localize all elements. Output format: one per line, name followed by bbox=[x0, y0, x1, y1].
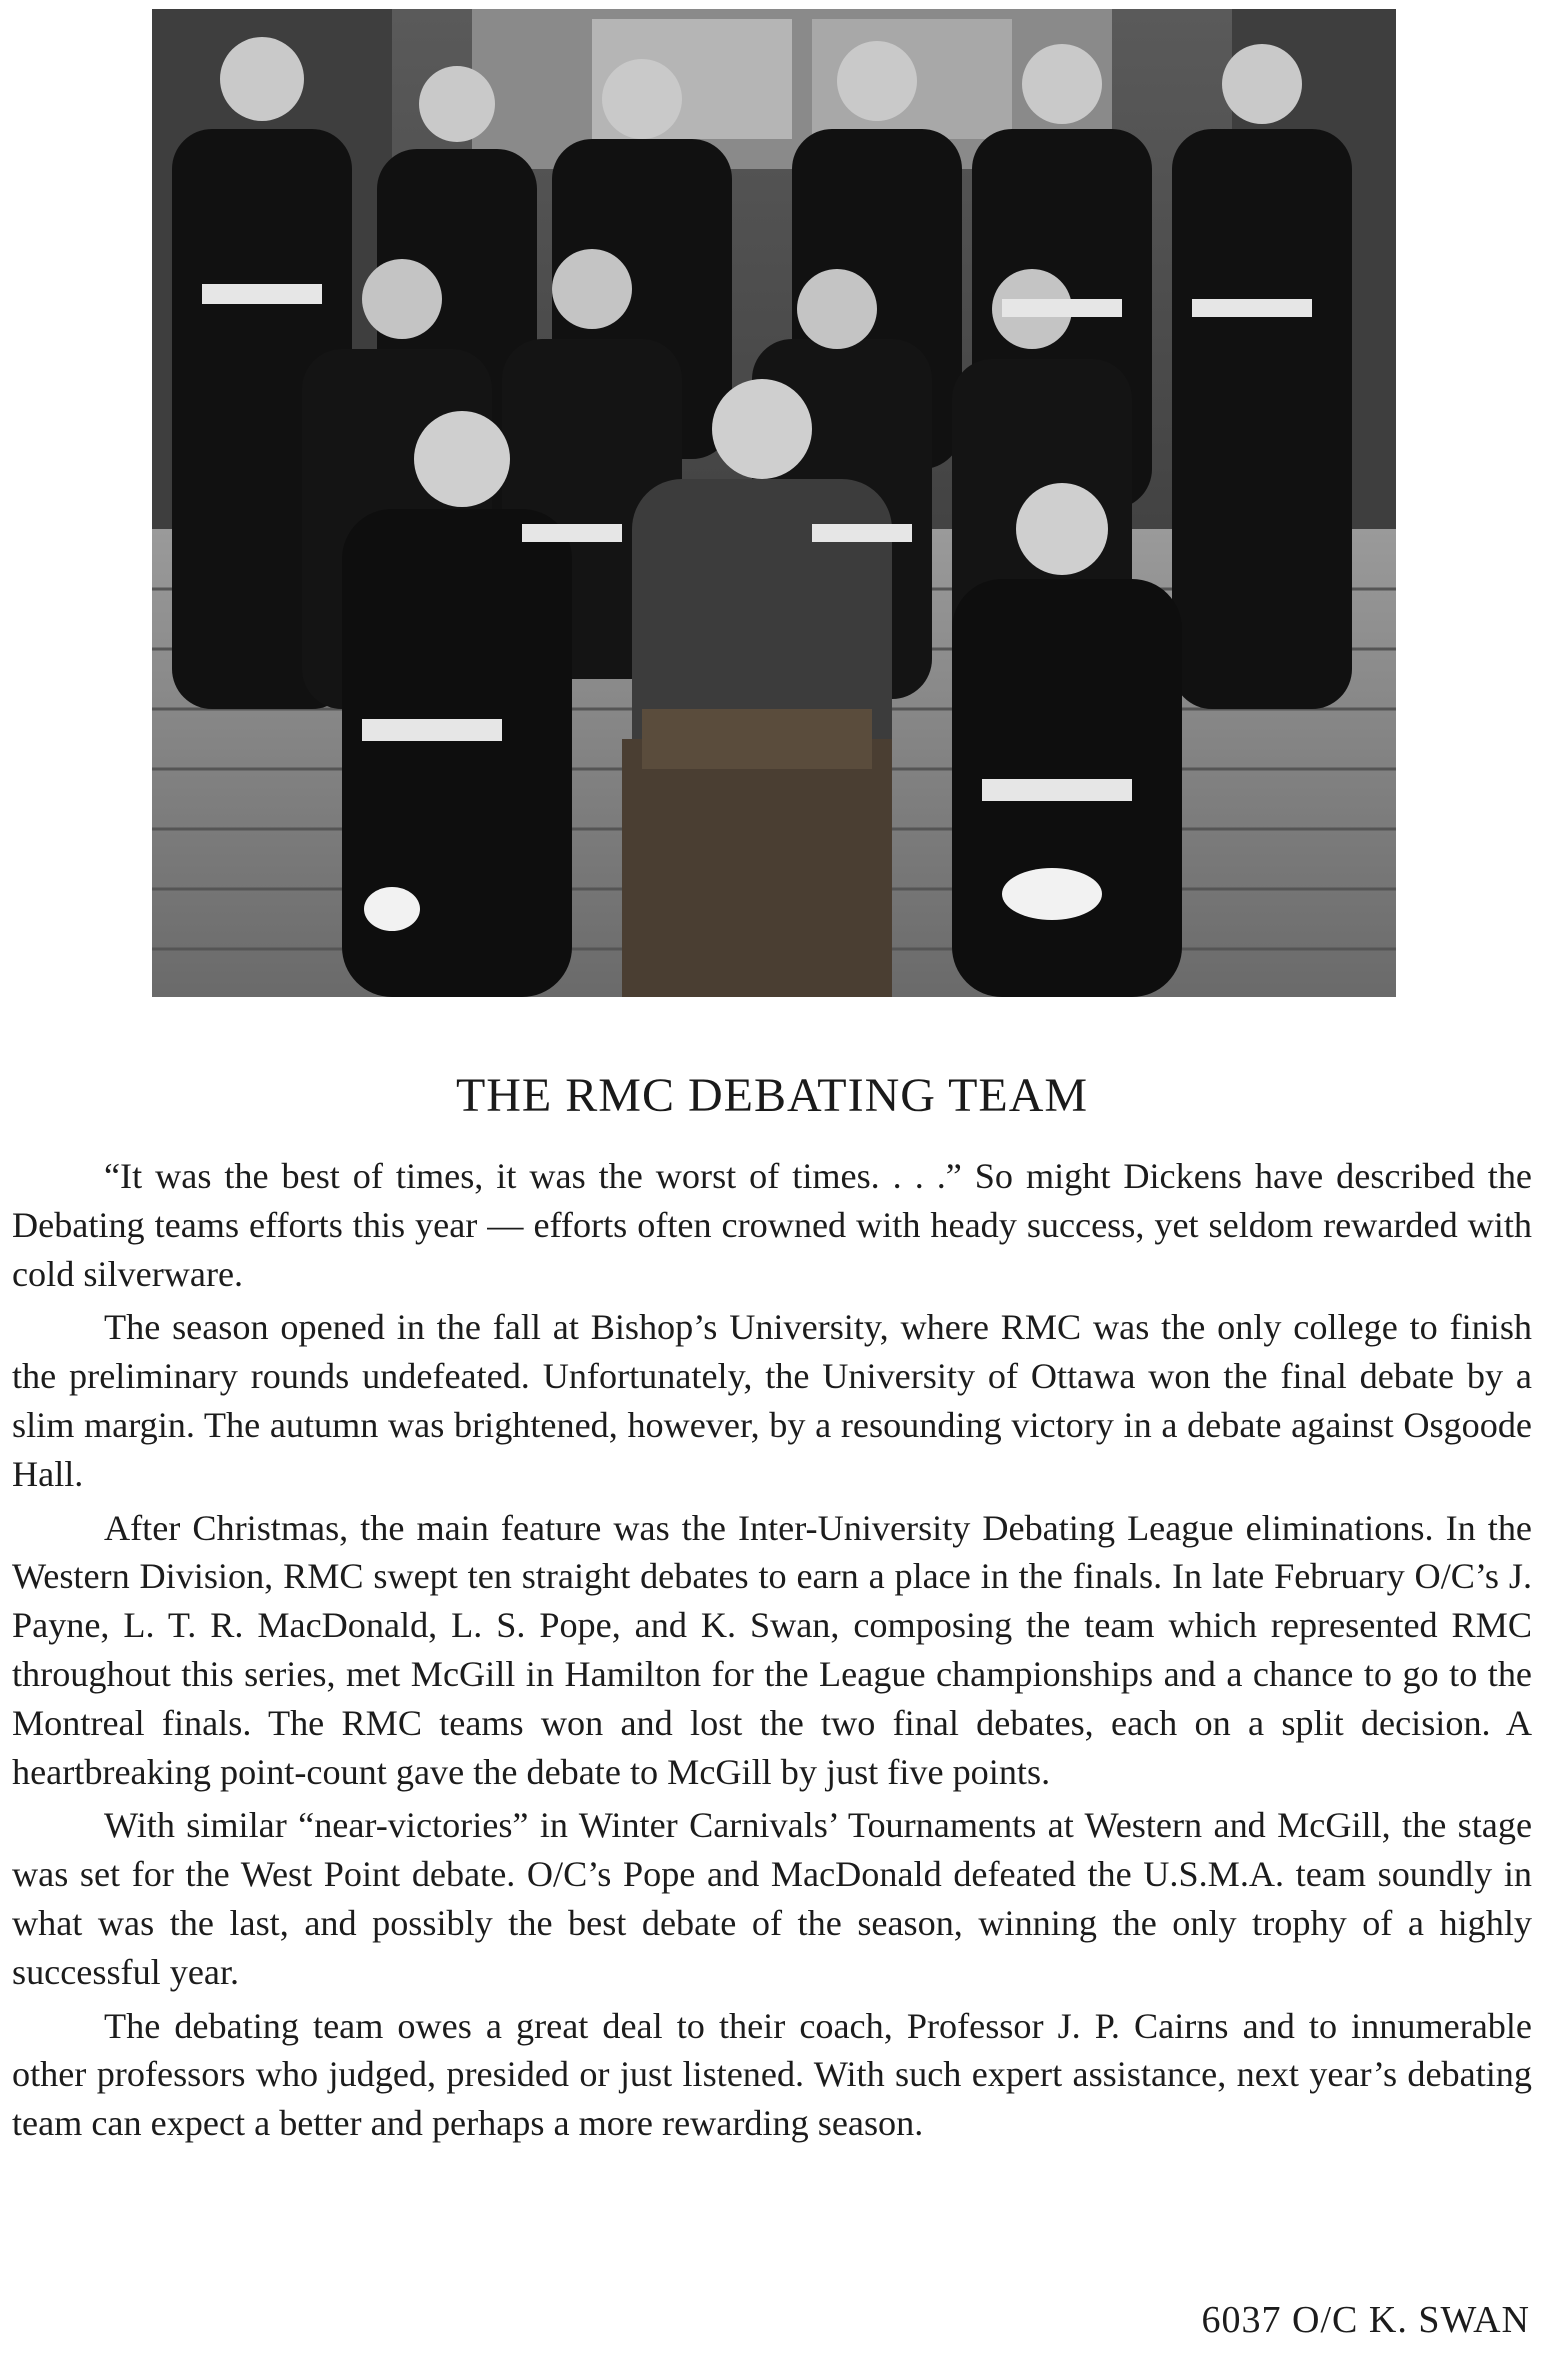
article-title: THE RMC DEBATING TEAM bbox=[455, 1069, 1089, 1122]
paragraph: After Christmas, the main feature was the Inter-University Debating League eliminations. In the Western Division, RMC swept ten straight debates to earn a place in the finals. In late February O/C’s J. Payne, L. T. R. MacDonald, L. S. Pope, and K. Swan, composing the team which represented RMC throughout this series, met McGill in Hamilton for the League championships and a chance to go to the Montreal finals. The RMC teams won and lost the two final debates, each on a split decision. A heartbreaking point-count gave the debate to McGill by just five points. bbox=[12, 1507, 1532, 1792]
group-photo-icon bbox=[152, 9, 1396, 997]
author-signature: 6037 O/C K. SWAN bbox=[1201, 2299, 1530, 2341]
team-photo bbox=[152, 9, 1396, 997]
paragraph: The debating team owes a great deal to their coach, Professor J. P. Cairns and to innumerable other professors who judged, presided or just listened. With such expert assistance, next year’s debating team can expect a better and perhaps a more rewarding season. bbox=[12, 2005, 1532, 2144]
paragraph: “It was the best of times, it was the worst of times. . . .” So might Dickens have described the Debating teams efforts this year — efforts often crowned with heady success, yet seldom rewarded with cold silverware. bbox=[12, 1156, 1532, 1294]
paragraph: The season opened in the fall at Bishop’s University, where RMC was the only college to finish the preliminary rounds undefeated. Unfortunately, the University of Ottawa won the final debate by a slim margin. The autumn was brightened, however, by a resounding victory in a debate against Osgoode Hall. bbox=[12, 1307, 1532, 1494]
paragraph: With similar “near-victories” in Winter Carnivals’ Tournaments at Western and McGill, the stage was set for the West Point debate. O/C’s Pope and MacDonald defeated the U.S.M.A. team soundly in what was the last, and possibly the best debate of the season, winning the only trophy of a highly successful year. bbox=[12, 1805, 1532, 1992]
article-body bbox=[12, 1152, 1532, 2153]
